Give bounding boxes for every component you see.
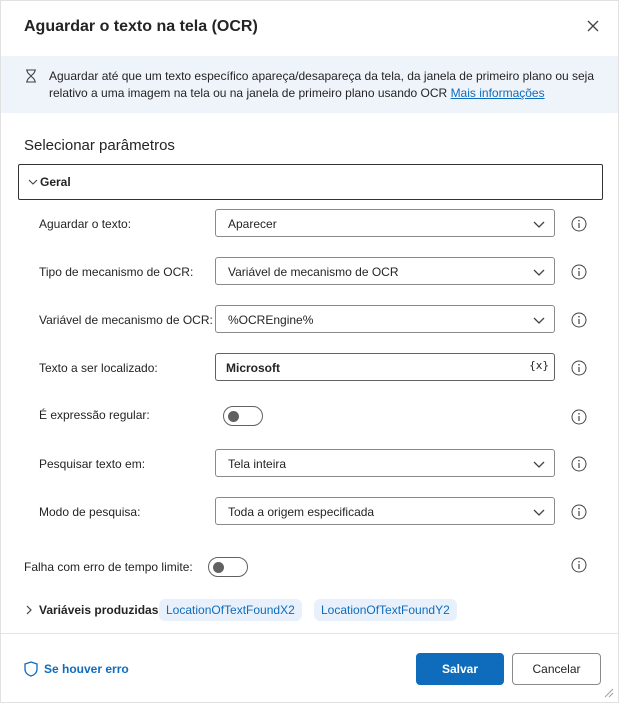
search-in-value: Tela inteira: [228, 457, 287, 471]
footer-divider: [1, 633, 618, 634]
info-icon[interactable]: [571, 504, 587, 520]
more-info-link[interactable]: Mais informações: [450, 86, 545, 100]
toggle-knob: [228, 411, 239, 422]
text-to-find-input[interactable]: [215, 353, 555, 381]
chevron-down-icon: [532, 457, 546, 471]
ocr-engine-type-dropdown[interactable]: [215, 257, 555, 285]
ocr-engine-type-value: Variável de mecanismo de OCR: [228, 265, 399, 279]
wait-text-label: Aguardar o texto:: [39, 217, 132, 231]
info-icon[interactable]: [571, 360, 587, 376]
chevron-right-icon[interactable]: [24, 604, 34, 616]
produced-variables-label: Variáveis produzidas: [39, 603, 159, 617]
search-mode-dropdown[interactable]: [215, 497, 555, 525]
chevron-down-icon: [27, 176, 39, 188]
chevron-down-icon: [532, 217, 546, 231]
info-icon[interactable]: [571, 216, 587, 232]
is-regex-label: É expressão regular:: [39, 408, 150, 422]
shield-icon: [24, 661, 38, 677]
insert-variable-button[interactable]: {x}: [529, 359, 549, 372]
wait-text-value: Aparecer: [228, 217, 277, 231]
toggle-knob: [213, 562, 224, 573]
banner-text: [49, 68, 601, 102]
search-in-label: Pesquisar texto em:: [39, 457, 146, 471]
group-general-header[interactable]: [18, 164, 603, 200]
info-icon[interactable]: [571, 312, 587, 328]
timeout-fail-label: Falha com erro de tempo limite:: [24, 560, 193, 574]
ocr-engine-var-label: Variável de mecanismo de OCR:: [39, 313, 213, 327]
ocr-engine-type-label: Tipo de mecanismo de OCR:: [39, 265, 194, 279]
dialog-title: Aguardar o texto na tela (OCR): [24, 18, 258, 35]
cancel-button[interactable]: Cancelar: [512, 653, 601, 685]
banner-description: Aguardar até que um texto específico apareça/desapareça da tela, da janela de primeiro plano ou seja relativo a uma imagem na tela ou na janela de primeiro plano usando OCR: [49, 69, 595, 100]
close-icon: [587, 20, 599, 32]
is-regex-toggle[interactable]: [223, 406, 263, 426]
on-error-label: Se houver erro: [44, 662, 129, 676]
info-icon[interactable]: [571, 409, 587, 425]
section-title: Selecionar parâmetros: [24, 137, 175, 154]
info-banner: [1, 56, 618, 113]
dialog-header: [1, 1, 618, 54]
chevron-down-icon: [532, 505, 546, 519]
search-mode-label: Modo de pesquisa:: [39, 505, 141, 519]
text-to-find-value: Microsoft: [226, 361, 280, 375]
search-mode-value: Toda a origem especificada: [228, 505, 375, 519]
group-label: Geral: [40, 175, 71, 189]
resize-grip-icon[interactable]: [602, 686, 614, 698]
close-button[interactable]: [582, 15, 604, 37]
ocr-engine-var-value: %OCREngine%: [228, 313, 314, 327]
variable-pill[interactable]: LocationOfTextFoundX2: [159, 599, 302, 621]
timeout-fail-toggle[interactable]: [208, 557, 248, 577]
info-icon[interactable]: [571, 264, 587, 280]
info-icon[interactable]: [571, 456, 587, 472]
wait-text-dropdown[interactable]: [215, 209, 555, 237]
info-icon[interactable]: [571, 557, 587, 573]
chevron-down-icon: [532, 313, 546, 327]
search-in-dropdown[interactable]: [215, 449, 555, 477]
text-to-find-label: Texto a ser localizado:: [39, 361, 158, 375]
save-button[interactable]: Salvar: [416, 653, 504, 685]
hourglass-icon: [24, 69, 38, 83]
variable-pill[interactable]: LocationOfTextFoundY2: [314, 599, 457, 621]
chevron-down-icon: [532, 265, 546, 279]
ocr-engine-var-dropdown[interactable]: [215, 305, 555, 333]
